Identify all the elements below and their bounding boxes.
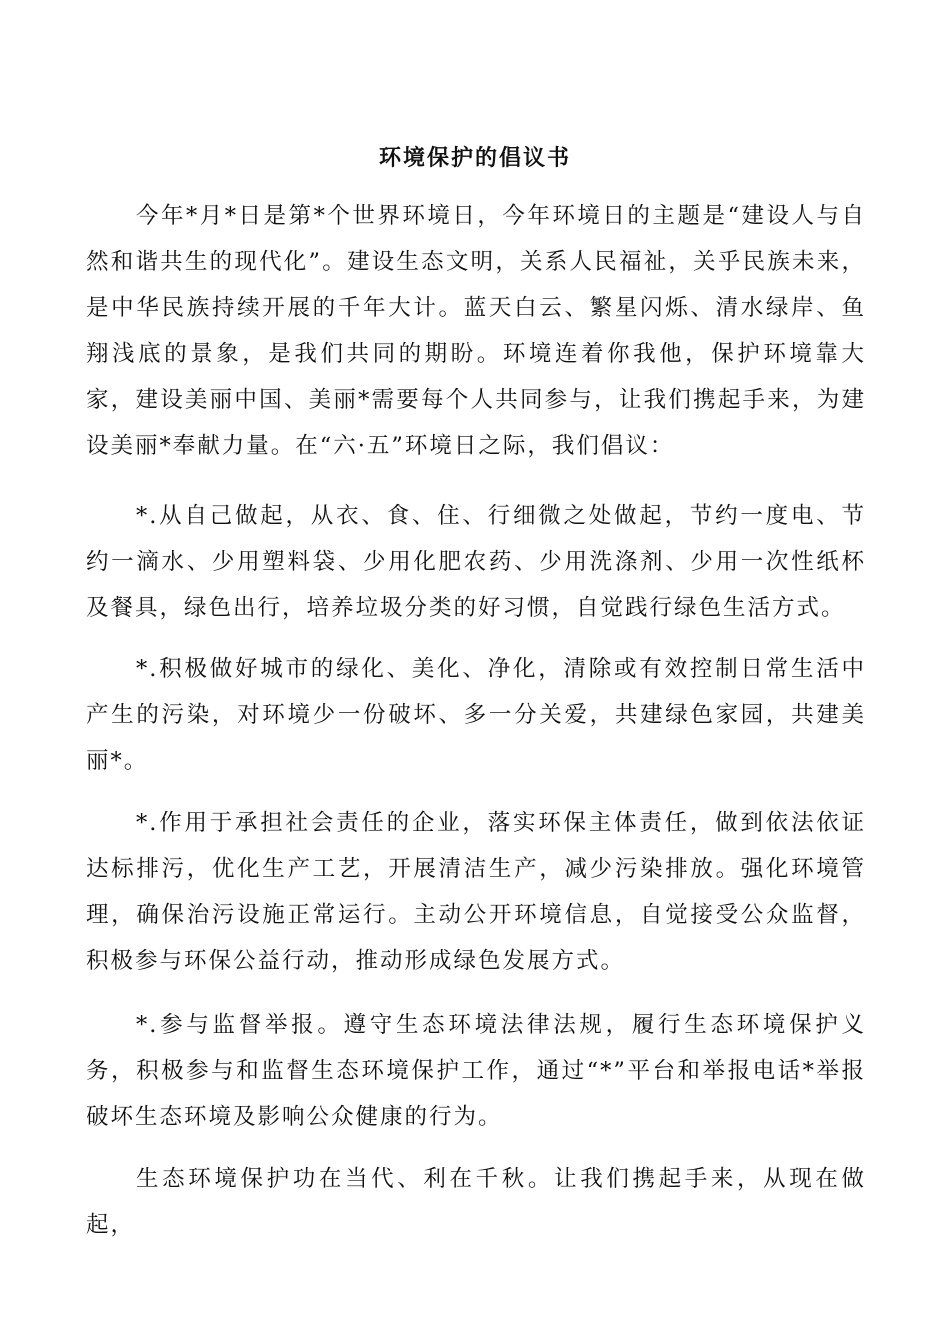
paragraph-item-1: *.从自己做起，从衣、食、住、行细微之处做起，节约一度电、节约一滴水、少用塑料袋、少用化肥农药、少用洗涤剂、少用一次性纸杯及餐具，绿色出行，培养垃圾分类的好习惯，自觉践行绿色生活方式。 [86, 503, 866, 621]
paragraph-item-3: *.作用于承担社会责任的企业，落实环保主体责任，做到依法依证达标排污，优化生产工艺，开展清洁生产，减少污染排放。强化环境管理，确保治污设施正常运行。主动公开环境信息，自觉接受公众监督，积极参与环保公益行动，推动形成绿色发展方式。 [86, 810, 866, 974]
document-title: 环境保护的倡议书 [378, 145, 571, 171]
paragraph-intro: 今年*月*日是第*个世界环境日，今年环境日的主题是“建设人与自然和谐共生的现代化”。建设生态文明，关系人民福祉，关乎民族未来，是中华民族持续开展的千年大计。蓝天白云、繁星闪烁、清水绿岸、鱼翔浅底的景象，是我们共同的期盼。环境连着你我他，保护环境靠大家，建设美丽中国、美丽*需要每个人共同参与，让我们携起手来，为建设美丽*奉献力量。在“六·五”环境日之际，我们倡议： [86, 203, 866, 459]
paragraph-item-4: *.参与监督举报。遵守生态环境法律法规，履行生态环境保护义务，积极参与和监督生态环境保护工作，通过“*”平台和举报电话*举报破坏生态环境及影响公众健康的行为。 [86, 1012, 866, 1130]
paragraph-closing: 生态环境保护功在当代、利在千秋。让我们携起手来，从现在做起， [86, 1166, 866, 1238]
paragraph-item-2: *.积极做好城市的绿化、美化、净化，清除或有效控制日常生活中产生的污染，对环境少一份破坏、多一分关爱，共建绿色家园，共建美丽*。 [86, 656, 866, 774]
